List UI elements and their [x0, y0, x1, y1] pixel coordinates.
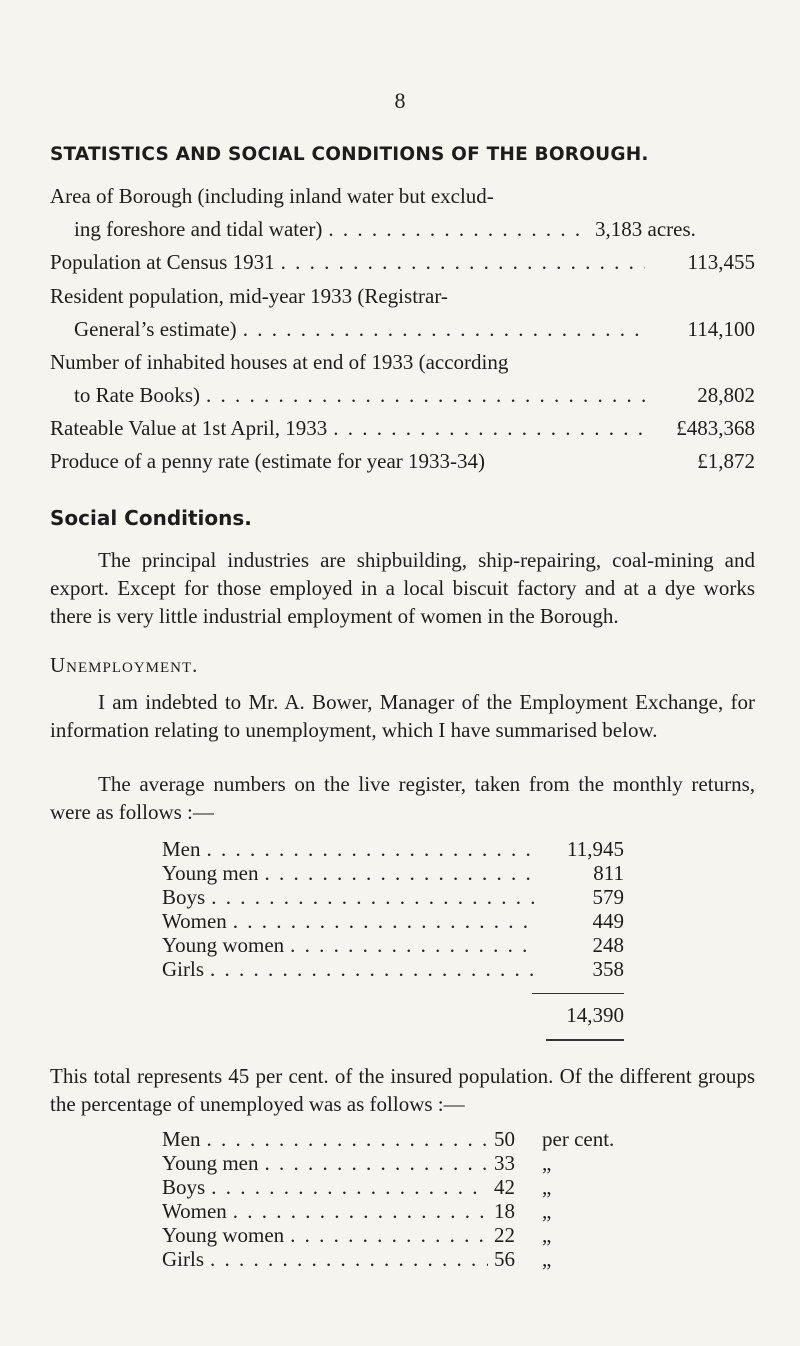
- row-unit: „: [542, 1175, 552, 1199]
- row-label: Girls: [162, 957, 204, 981]
- leader-dots: [327, 412, 645, 445]
- row-value: 11,945: [567, 837, 624, 861]
- live-register-table: [162, 837, 624, 981]
- row-label: Boys: [162, 1175, 206, 1199]
- leader-dots: [205, 885, 534, 909]
- stat-label-line2: to Rate Books): [74, 383, 200, 407]
- row-unit: „: [542, 1199, 552, 1223]
- row-label: Men: [162, 1127, 201, 1151]
- row-unit: „: [542, 1247, 552, 1271]
- leader-dots: [275, 246, 645, 279]
- leader-dots: [200, 379, 645, 412]
- leader-dots: [258, 1151, 488, 1175]
- stat-value: £1,872: [697, 449, 755, 473]
- row-value: 449: [592, 909, 624, 933]
- row-unit: „: [542, 1223, 552, 1247]
- table-row: [162, 1199, 622, 1223]
- page-number: 8: [394, 88, 406, 113]
- leader-dots: [284, 1223, 488, 1247]
- stat-penny-rate: [50, 445, 755, 478]
- unemployment-text: I am indebted to Mr. A. Bower, Manager of the Employment Exchange, for information relating to unemployment, which I have summarised below.: [50, 690, 755, 742]
- row-label: Women: [162, 1199, 227, 1223]
- table-row: [162, 885, 624, 909]
- row-value: 33: [494, 1151, 515, 1175]
- total-rule: [532, 993, 624, 994]
- total-double-rule: [546, 1039, 624, 1041]
- stat-label-line1: Population at Census 1931: [50, 250, 275, 274]
- register-intro: The average numbers on the live register, taken from the monthly returns, were as follows :—: [50, 772, 755, 824]
- stat-label-line1: Resident population, mid-year 1933 (Registrar-: [50, 284, 448, 308]
- leader-dots: [258, 861, 534, 885]
- leader-dots: [322, 213, 583, 246]
- row-unit: per cent.: [542, 1127, 615, 1151]
- stat-value: 3,183 acres.: [595, 217, 696, 241]
- table-row: [162, 909, 624, 933]
- row-unit: „: [542, 1151, 552, 1175]
- stat-rateable-value: [50, 412, 755, 445]
- leader-dots: [201, 837, 535, 861]
- table-row: [162, 1223, 622, 1247]
- row-label: Young women: [162, 1223, 285, 1247]
- leader-dots: [284, 933, 534, 957]
- row-value: 56: [494, 1247, 515, 1271]
- stat-population-census: [50, 246, 755, 279]
- row-value: 248: [592, 933, 624, 957]
- leader-dots: [205, 1175, 488, 1199]
- row-value: 18: [494, 1199, 515, 1223]
- stat-area: [50, 180, 755, 246]
- row-label: Girls: [162, 1247, 204, 1271]
- table-row: [162, 933, 624, 957]
- row-label: Young women: [162, 933, 285, 957]
- table-row: [162, 957, 624, 981]
- stat-value: 28,802: [697, 383, 755, 407]
- stat-label-line1: Produce of a penny rate (estimate for year 1933-34): [50, 449, 485, 473]
- stat-label-line2: ing foreshore and tidal water): [74, 217, 323, 241]
- row-value: 811: [593, 861, 624, 885]
- stat-label-line2: General’s estimate): [74, 317, 237, 341]
- stat-label-line1: Number of inhabited houses at end of 1933 (according: [50, 350, 509, 374]
- table-row: [162, 1175, 622, 1199]
- table-row: [162, 1247, 622, 1271]
- page-heading: STATISTICS AND SOCIAL CONDITIONS OF THE BOROUGH.: [50, 144, 649, 165]
- table-row: [162, 861, 624, 885]
- leader-dots: [204, 1247, 488, 1271]
- stat-resident-population: [50, 280, 755, 346]
- row-label: Young men: [162, 861, 259, 885]
- row-value: 358: [592, 957, 624, 981]
- table-row: [162, 837, 624, 861]
- leader-dots: [237, 313, 645, 346]
- stat-value: 113,455: [687, 250, 755, 274]
- social-conditions-text: The principal industries are shipbuilding, ship-repairing, coal-mining and export. Except for those employed in a local biscuit factory and at a dye works there is very little industrial employment of women in the Borough.: [50, 548, 755, 628]
- percentage-table: [162, 1127, 622, 1271]
- stat-inhabited-houses: [50, 346, 755, 412]
- stat-label-line1: Rateable Value at 1st April, 1933: [50, 416, 328, 440]
- leader-dots: [227, 909, 534, 933]
- register-total: 14,390: [566, 1003, 624, 1027]
- row-label: Boys: [162, 885, 206, 909]
- row-value: 579: [592, 885, 624, 909]
- leader-dots: [227, 1199, 488, 1223]
- table-row: [162, 1151, 622, 1175]
- stat-value: £483,368: [676, 416, 755, 440]
- percent-intro: This total represents 45 per cent. of the insured population. Of the different groups the percentage of unemployed was as follows :—: [50, 1064, 755, 1116]
- row-value: 42: [494, 1175, 515, 1199]
- table-row: [162, 1127, 622, 1151]
- leader-dots: [204, 957, 534, 981]
- unemployment-heading: Unemployment.: [50, 653, 199, 677]
- row-label: Men: [162, 837, 201, 861]
- social-conditions-heading: Social Conditions.: [50, 506, 252, 530]
- row-label: Young men: [162, 1151, 259, 1175]
- row-label: Women: [162, 909, 227, 933]
- leader-dots: [201, 1127, 489, 1151]
- row-value: 22: [494, 1223, 515, 1247]
- row-value: 50: [494, 1127, 515, 1151]
- stat-value: 114,100: [687, 317, 755, 341]
- stat-label-line1: Area of Borough (including inland water but exclud-: [50, 184, 494, 208]
